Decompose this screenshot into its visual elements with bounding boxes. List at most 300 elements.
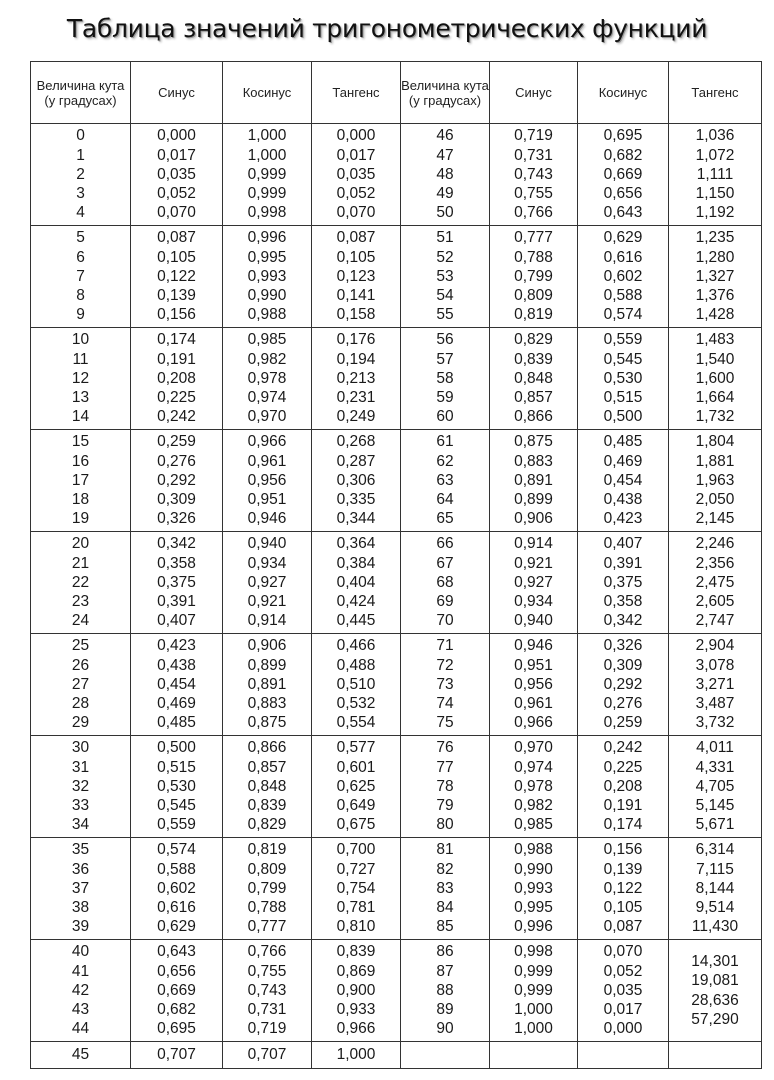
cell-tan: 0,700 (336, 841, 376, 859)
cell-angle: 53 (436, 267, 454, 285)
cell-sin: 0,391 (157, 593, 196, 611)
col-tan-right (669, 430, 762, 532)
cell-tan: 0,384 (336, 554, 376, 572)
cell-angle: 2 (76, 165, 85, 183)
cell-tan: 5,145 (695, 797, 735, 815)
cell-angle: 35 (71, 841, 90, 859)
cell-sin: 0,629 (157, 918, 196, 936)
cell-sin: 0,940 (514, 612, 553, 630)
cell-sin: 0,857 (514, 389, 553, 407)
col-sin-left (131, 736, 223, 838)
cell-sin: 0,848 (514, 369, 553, 387)
cell-tan: 0,424 (336, 593, 376, 611)
cell-cos: 0,276 (603, 695, 643, 713)
table-row (31, 328, 762, 430)
cell-tan: 1,732 (695, 408, 735, 426)
empty-cell (669, 1042, 762, 1069)
cell-tan: 1,327 (695, 267, 735, 285)
col-cos-right (578, 634, 669, 736)
table-row (31, 430, 762, 532)
cell-cos: 0,921 (247, 593, 287, 611)
cell-sin: 0,995 (514, 899, 553, 917)
cell-angle: 52 (436, 248, 454, 266)
cell-cos: 0,946 (247, 510, 287, 528)
cell-sin: 0,927 (514, 573, 553, 591)
cell-cos: 0,545 (603, 350, 643, 368)
col-angle-left (31, 532, 131, 634)
cell-sin: 0,695 (157, 1020, 196, 1038)
cell-tan: 8,144 (695, 879, 735, 897)
cell-angle: 60 (436, 408, 454, 426)
cell-tan: 1,804 (695, 433, 735, 451)
col-tan-right (669, 328, 762, 430)
cell-cos: 0,139 (603, 860, 643, 878)
table-row (31, 838, 762, 940)
cell-cos: 0,999 (247, 185, 287, 203)
cell-cos: 0,998 (247, 204, 287, 222)
cell-tan: 4,331 (695, 758, 735, 776)
col-tan-left (312, 124, 401, 226)
cell-sin: 0,087 (157, 229, 196, 247)
cell-sin: 0,819 (514, 306, 553, 324)
cell-tan: 0,966 (336, 1020, 376, 1038)
cell-tan: 3,271 (695, 675, 735, 693)
cell-tan: 0,445 (336, 612, 376, 630)
cell-cos: 0,857 (247, 758, 287, 776)
col-sin-left (131, 634, 223, 736)
cell-sin: 0,559 (157, 816, 196, 834)
cell-cos: 0,866 (247, 739, 287, 757)
col-sin-left (131, 328, 223, 430)
col-sin-right (490, 532, 578, 634)
cell-tan: 0,141 (336, 287, 376, 305)
cell-cos: 0,766 (247, 943, 287, 961)
cell-angle: 23 (71, 593, 90, 611)
cell-tan: 0,577 (336, 739, 376, 757)
cell-sin: 0,242 (157, 408, 196, 426)
cell-tan: 0,158 (336, 306, 376, 324)
cell-cos: 0,799 (247, 879, 287, 897)
col-tan-right (669, 226, 762, 328)
cell-cos: 0,342 (603, 612, 643, 630)
cell-cos: 0,629 (603, 229, 643, 247)
cell-angle: 38 (71, 899, 90, 917)
cell-tan: 0,810 (336, 918, 376, 936)
cell-sin: 0,122 (157, 267, 196, 285)
cell-angle: 63 (436, 471, 454, 489)
cell-sin: 0,191 (157, 350, 196, 368)
cell-cos: 0,035 (603, 981, 643, 999)
cell-sin: 0,139 (157, 287, 196, 305)
cell-cos: 0,669 (603, 165, 643, 183)
col-angle-right (401, 430, 490, 532)
cell-angle: 50 (436, 204, 454, 222)
cell-tan: 0,649 (336, 797, 376, 815)
col-cos-left (223, 226, 312, 328)
col-sin-right (490, 124, 578, 226)
cell-tan: 0,249 (336, 408, 376, 426)
cell-cos: 0,707 (247, 1046, 287, 1064)
cell-tan: 1,540 (695, 350, 735, 368)
cell-cos: 0,995 (247, 248, 287, 266)
col-tan-left (312, 634, 401, 736)
col-tan-left (312, 736, 401, 838)
cell-angle: 9 (76, 306, 85, 324)
cell-angle: 81 (436, 841, 454, 859)
cell-tan: 2,605 (695, 593, 735, 611)
cell-angle: 0 (76, 127, 85, 145)
cell-cos: 0,966 (247, 433, 287, 451)
cell-sin: 0,000 (157, 127, 196, 145)
cell-angle: 82 (436, 860, 454, 878)
col-sin-left (131, 226, 223, 328)
col-cos-right (578, 124, 669, 226)
col-angle-left (31, 634, 131, 736)
cell-cos: 0,988 (247, 306, 287, 324)
empty-cell (490, 1042, 578, 1069)
cell-angle: 55 (436, 306, 454, 324)
cell-sin: 0,276 (157, 452, 196, 470)
cell-tan: 2,050 (695, 491, 735, 509)
cell-cos: 0,208 (603, 777, 643, 795)
cell-cos: 0,225 (603, 758, 643, 776)
cell-sin: 0,883 (514, 452, 553, 470)
cell-angle: 12 (71, 369, 90, 387)
cell-tan: 0,176 (336, 331, 376, 349)
col-cos-left (223, 838, 312, 940)
cell-tan: 1,963 (695, 471, 735, 489)
cell-sin: 0,375 (157, 573, 196, 591)
cell-sin: 0,956 (514, 675, 553, 693)
cell-tan: 1,036 (695, 127, 735, 145)
col-cos-left (223, 634, 312, 736)
cell-tan: 0,123 (336, 267, 376, 285)
col-cos-right (578, 838, 669, 940)
cell-sin: 0,105 (157, 248, 196, 266)
cell-sin: 0,342 (157, 535, 196, 553)
cell-angle: 26 (71, 656, 90, 674)
cell-cos: 0,574 (603, 306, 643, 324)
cell-angle: 74 (436, 695, 454, 713)
col-tan-left (312, 838, 401, 940)
cell-tan: 0,335 (336, 491, 376, 509)
cell-sin: 1,000 (514, 1001, 553, 1019)
cell-cos: 0,588 (603, 287, 643, 305)
cell-angle: 7 (76, 267, 85, 285)
cell-cos: 0,731 (247, 1001, 287, 1019)
cell-tan: 3,732 (695, 714, 735, 732)
cell-sin: 0,454 (157, 675, 196, 693)
col-cos-left (223, 124, 312, 226)
col-angle-left (31, 328, 131, 430)
cell-angle: 22 (71, 573, 90, 591)
cell-sin: 0,743 (514, 165, 553, 183)
cell-sin: 0,602 (157, 879, 196, 897)
col-tan-right (669, 940, 762, 1042)
cell-cos: 1,000 (247, 127, 287, 145)
cell-angle: 68 (436, 573, 454, 591)
cell-cos: 0,656 (603, 185, 643, 203)
cell-cos: 0,309 (603, 656, 643, 674)
cell-angle: 85 (436, 918, 454, 936)
cell-sin: 0,766 (514, 204, 553, 222)
cell-tan: 0,404 (336, 573, 376, 591)
cell-sin: 0,656 (157, 962, 196, 980)
cell-tan: 1,428 (695, 306, 735, 324)
col-sin-left (131, 1042, 223, 1069)
col-tan-right (669, 532, 762, 634)
cell-cos: 0,469 (603, 452, 643, 470)
cell-cos: 0,559 (603, 331, 643, 349)
cell-sin: 0,017 (157, 146, 196, 164)
table-row (31, 532, 762, 634)
cell-angle: 24 (71, 612, 90, 630)
cell-angle: 1 (76, 146, 85, 164)
cell-tan: 0,194 (336, 350, 376, 368)
cell-cos: 0,985 (247, 331, 287, 349)
cell-cos: 0,906 (247, 637, 287, 655)
cell-sin: 0,707 (157, 1046, 196, 1064)
cell-angle: 64 (436, 491, 454, 509)
cell-cos: 0,242 (603, 739, 643, 757)
cell-cos: 0,848 (247, 777, 287, 795)
cell-tan: 1,111 (696, 165, 734, 183)
cell-tan: 0,900 (336, 981, 376, 999)
cell-sin: 0,974 (514, 758, 553, 776)
col-sin-right (490, 226, 578, 328)
cell-cos: 0,423 (603, 510, 643, 528)
cell-cos: 0,259 (603, 714, 643, 732)
table-row (31, 940, 762, 1042)
cell-sin: 0,961 (514, 695, 553, 713)
cell-cos: 0,839 (247, 797, 287, 815)
cell-angle: 59 (436, 389, 454, 407)
empty-cell (578, 1042, 669, 1069)
cell-angle: 39 (71, 918, 90, 936)
col-sin-right (490, 736, 578, 838)
cell-tan: 0,035 (336, 165, 376, 183)
cell-tan: 3,487 (695, 695, 735, 713)
cell-cos: 0,970 (247, 408, 287, 426)
cell-angle: 46 (436, 127, 454, 145)
cell-tan: 1,280 (695, 248, 735, 266)
table-row (31, 634, 762, 736)
cell-cos: 0,326 (603, 637, 643, 655)
cell-tan: 0,087 (336, 229, 376, 247)
header-angle-right: Величина кута (у градусах) (401, 62, 490, 124)
cell-sin: 0,914 (514, 535, 553, 553)
cell-sin: 0,719 (514, 127, 553, 145)
cell-sin: 0,292 (157, 471, 196, 489)
cell-sin: 0,515 (157, 758, 196, 776)
cell-angle: 73 (436, 675, 454, 693)
cell-angle: 11 (72, 350, 89, 368)
header-row (31, 62, 762, 124)
col-tan-left (312, 940, 401, 1042)
col-cos-left (223, 1042, 312, 1069)
col-angle-left (31, 838, 131, 940)
cell-tan: 0,364 (336, 535, 376, 553)
cell-cos: 0,105 (603, 899, 643, 917)
cell-tan: 57,290 (691, 1010, 739, 1028)
cell-cos: 0,191 (603, 797, 643, 815)
cell-angle: 33 (71, 797, 90, 815)
cell-sin: 0,946 (514, 637, 553, 655)
cell-cos: 0,940 (247, 535, 287, 553)
cell-tan: 11,430 (691, 918, 739, 936)
cell-angle: 86 (436, 943, 454, 961)
cell-sin: 0,485 (157, 714, 196, 732)
cell-tan: 1,881 (695, 452, 735, 470)
col-cos-left (223, 328, 312, 430)
col-cos-left (223, 532, 312, 634)
cell-tan: 4,705 (695, 777, 735, 795)
cell-cos: 0,755 (247, 962, 287, 980)
cell-sin: 0,993 (514, 879, 553, 897)
cell-angle: 56 (436, 331, 454, 349)
cell-cos: 0,899 (247, 656, 287, 674)
cell-tan: 9,514 (695, 899, 735, 917)
cell-cos: 0,500 (603, 408, 643, 426)
cell-tan: 1,483 (695, 331, 735, 349)
cell-sin: 0,070 (157, 204, 196, 222)
cell-tan: 2,356 (695, 554, 735, 572)
col-sin-left (131, 124, 223, 226)
table-row (31, 226, 762, 328)
cell-angle: 70 (436, 612, 454, 630)
cell-angle: 16 (71, 452, 90, 470)
cell-cos: 0,017 (603, 1001, 643, 1019)
cell-tan: 0,466 (336, 637, 376, 655)
cell-sin: 0,966 (514, 714, 553, 732)
cell-sin: 0,225 (157, 389, 196, 407)
cell-tan: 0,675 (336, 816, 376, 834)
cell-angle: 77 (436, 758, 454, 776)
cell-cos: 0,993 (247, 267, 287, 285)
cell-cos: 0,122 (603, 879, 643, 897)
cell-tan: 19,081 (691, 972, 739, 990)
col-angle-left (31, 940, 131, 1042)
header-tan-left: Тангенс (312, 62, 401, 124)
cell-sin: 0,438 (157, 656, 196, 674)
cell-angle: 30 (71, 739, 90, 757)
cell-angle: 44 (71, 1020, 90, 1038)
header-sin-left: Синус (131, 62, 223, 124)
cell-sin: 0,809 (514, 287, 553, 305)
cell-angle: 61 (436, 433, 454, 451)
col-sin-right (490, 430, 578, 532)
cell-tan: 0,839 (336, 943, 376, 961)
cell-cos: 0,375 (603, 573, 643, 591)
col-angle-left (31, 736, 131, 838)
cell-tan: 5,671 (695, 816, 735, 834)
cell-cos: 0,000 (603, 1020, 643, 1038)
col-cos-right (578, 940, 669, 1042)
cell-cos: 0,996 (247, 229, 287, 247)
cell-cos: 0,982 (247, 350, 287, 368)
cell-cos: 0,695 (603, 127, 643, 145)
cell-angle: 54 (436, 287, 454, 305)
cell-tan: 0,781 (336, 899, 376, 917)
cell-angle: 66 (436, 535, 454, 553)
trig-table (30, 61, 762, 1069)
cell-cos: 0,407 (603, 535, 643, 553)
cell-sin: 0,985 (514, 816, 553, 834)
cell-sin: 0,982 (514, 797, 553, 815)
cell-cos: 0,438 (603, 491, 643, 509)
cell-cos: 0,990 (247, 287, 287, 305)
cell-sin: 0,643 (157, 943, 196, 961)
cell-sin: 0,998 (514, 943, 553, 961)
cell-tan: 1,192 (695, 204, 735, 222)
cell-angle: 29 (71, 714, 90, 732)
cell-angle: 84 (436, 899, 454, 917)
cell-sin: 0,799 (514, 267, 553, 285)
cell-cos: 0,602 (603, 267, 643, 285)
header-cos-right: Косинус (578, 62, 669, 124)
cell-cos: 0,719 (247, 1020, 287, 1038)
col-angle-right (401, 226, 490, 328)
col-sin-left (131, 532, 223, 634)
cell-sin: 0,358 (157, 554, 196, 572)
cell-sin: 0,999 (514, 981, 553, 999)
cell-angle: 69 (436, 593, 454, 611)
cell-cos: 0,358 (603, 593, 643, 611)
cell-angle: 4 (76, 204, 85, 222)
cell-cos: 0,788 (247, 899, 287, 917)
cell-sin: 0,951 (514, 656, 553, 674)
cell-tan: 0,754 (336, 879, 376, 897)
cell-angle: 58 (436, 369, 454, 387)
header-cos-left: Косинус (223, 62, 312, 124)
cell-tan: 0,625 (336, 777, 376, 795)
cell-sin: 0,777 (514, 229, 553, 247)
cell-angle: 37 (71, 879, 90, 897)
cell-tan: 2,747 (695, 612, 735, 630)
cell-sin: 0,682 (157, 1001, 196, 1019)
col-cos-right (578, 736, 669, 838)
cell-cos: 0,391 (603, 554, 643, 572)
cell-sin: 0,174 (157, 331, 196, 349)
col-cos-right (578, 430, 669, 532)
cell-angle: 36 (71, 860, 90, 878)
cell-tan: 2,475 (695, 573, 735, 591)
cell-tan: 0,105 (336, 248, 376, 266)
cell-sin: 1,000 (514, 1020, 553, 1038)
cell-cos: 0,643 (603, 204, 643, 222)
col-tan-right (669, 634, 762, 736)
col-angle-right (401, 124, 490, 226)
cell-tan: 2,145 (695, 510, 735, 528)
cell-cos: 0,819 (247, 841, 287, 859)
cell-angle: 57 (436, 350, 454, 368)
col-angle-right (401, 838, 490, 940)
cell-cos: 0,616 (603, 248, 643, 266)
cell-tan: 1,235 (695, 229, 735, 247)
table-row (31, 736, 762, 838)
cell-cos: 0,951 (247, 491, 287, 509)
cell-tan: 2,246 (695, 535, 735, 553)
cell-sin: 0,988 (514, 841, 553, 859)
cell-angle: 90 (436, 1020, 454, 1038)
cell-sin: 0,500 (157, 739, 196, 757)
col-cos-left (223, 736, 312, 838)
cell-tan: 6,314 (695, 841, 735, 859)
col-tan-left (312, 328, 401, 430)
col-tan-right (669, 838, 762, 940)
cell-angle: 18 (71, 491, 90, 509)
cell-sin: 0,899 (514, 491, 553, 509)
